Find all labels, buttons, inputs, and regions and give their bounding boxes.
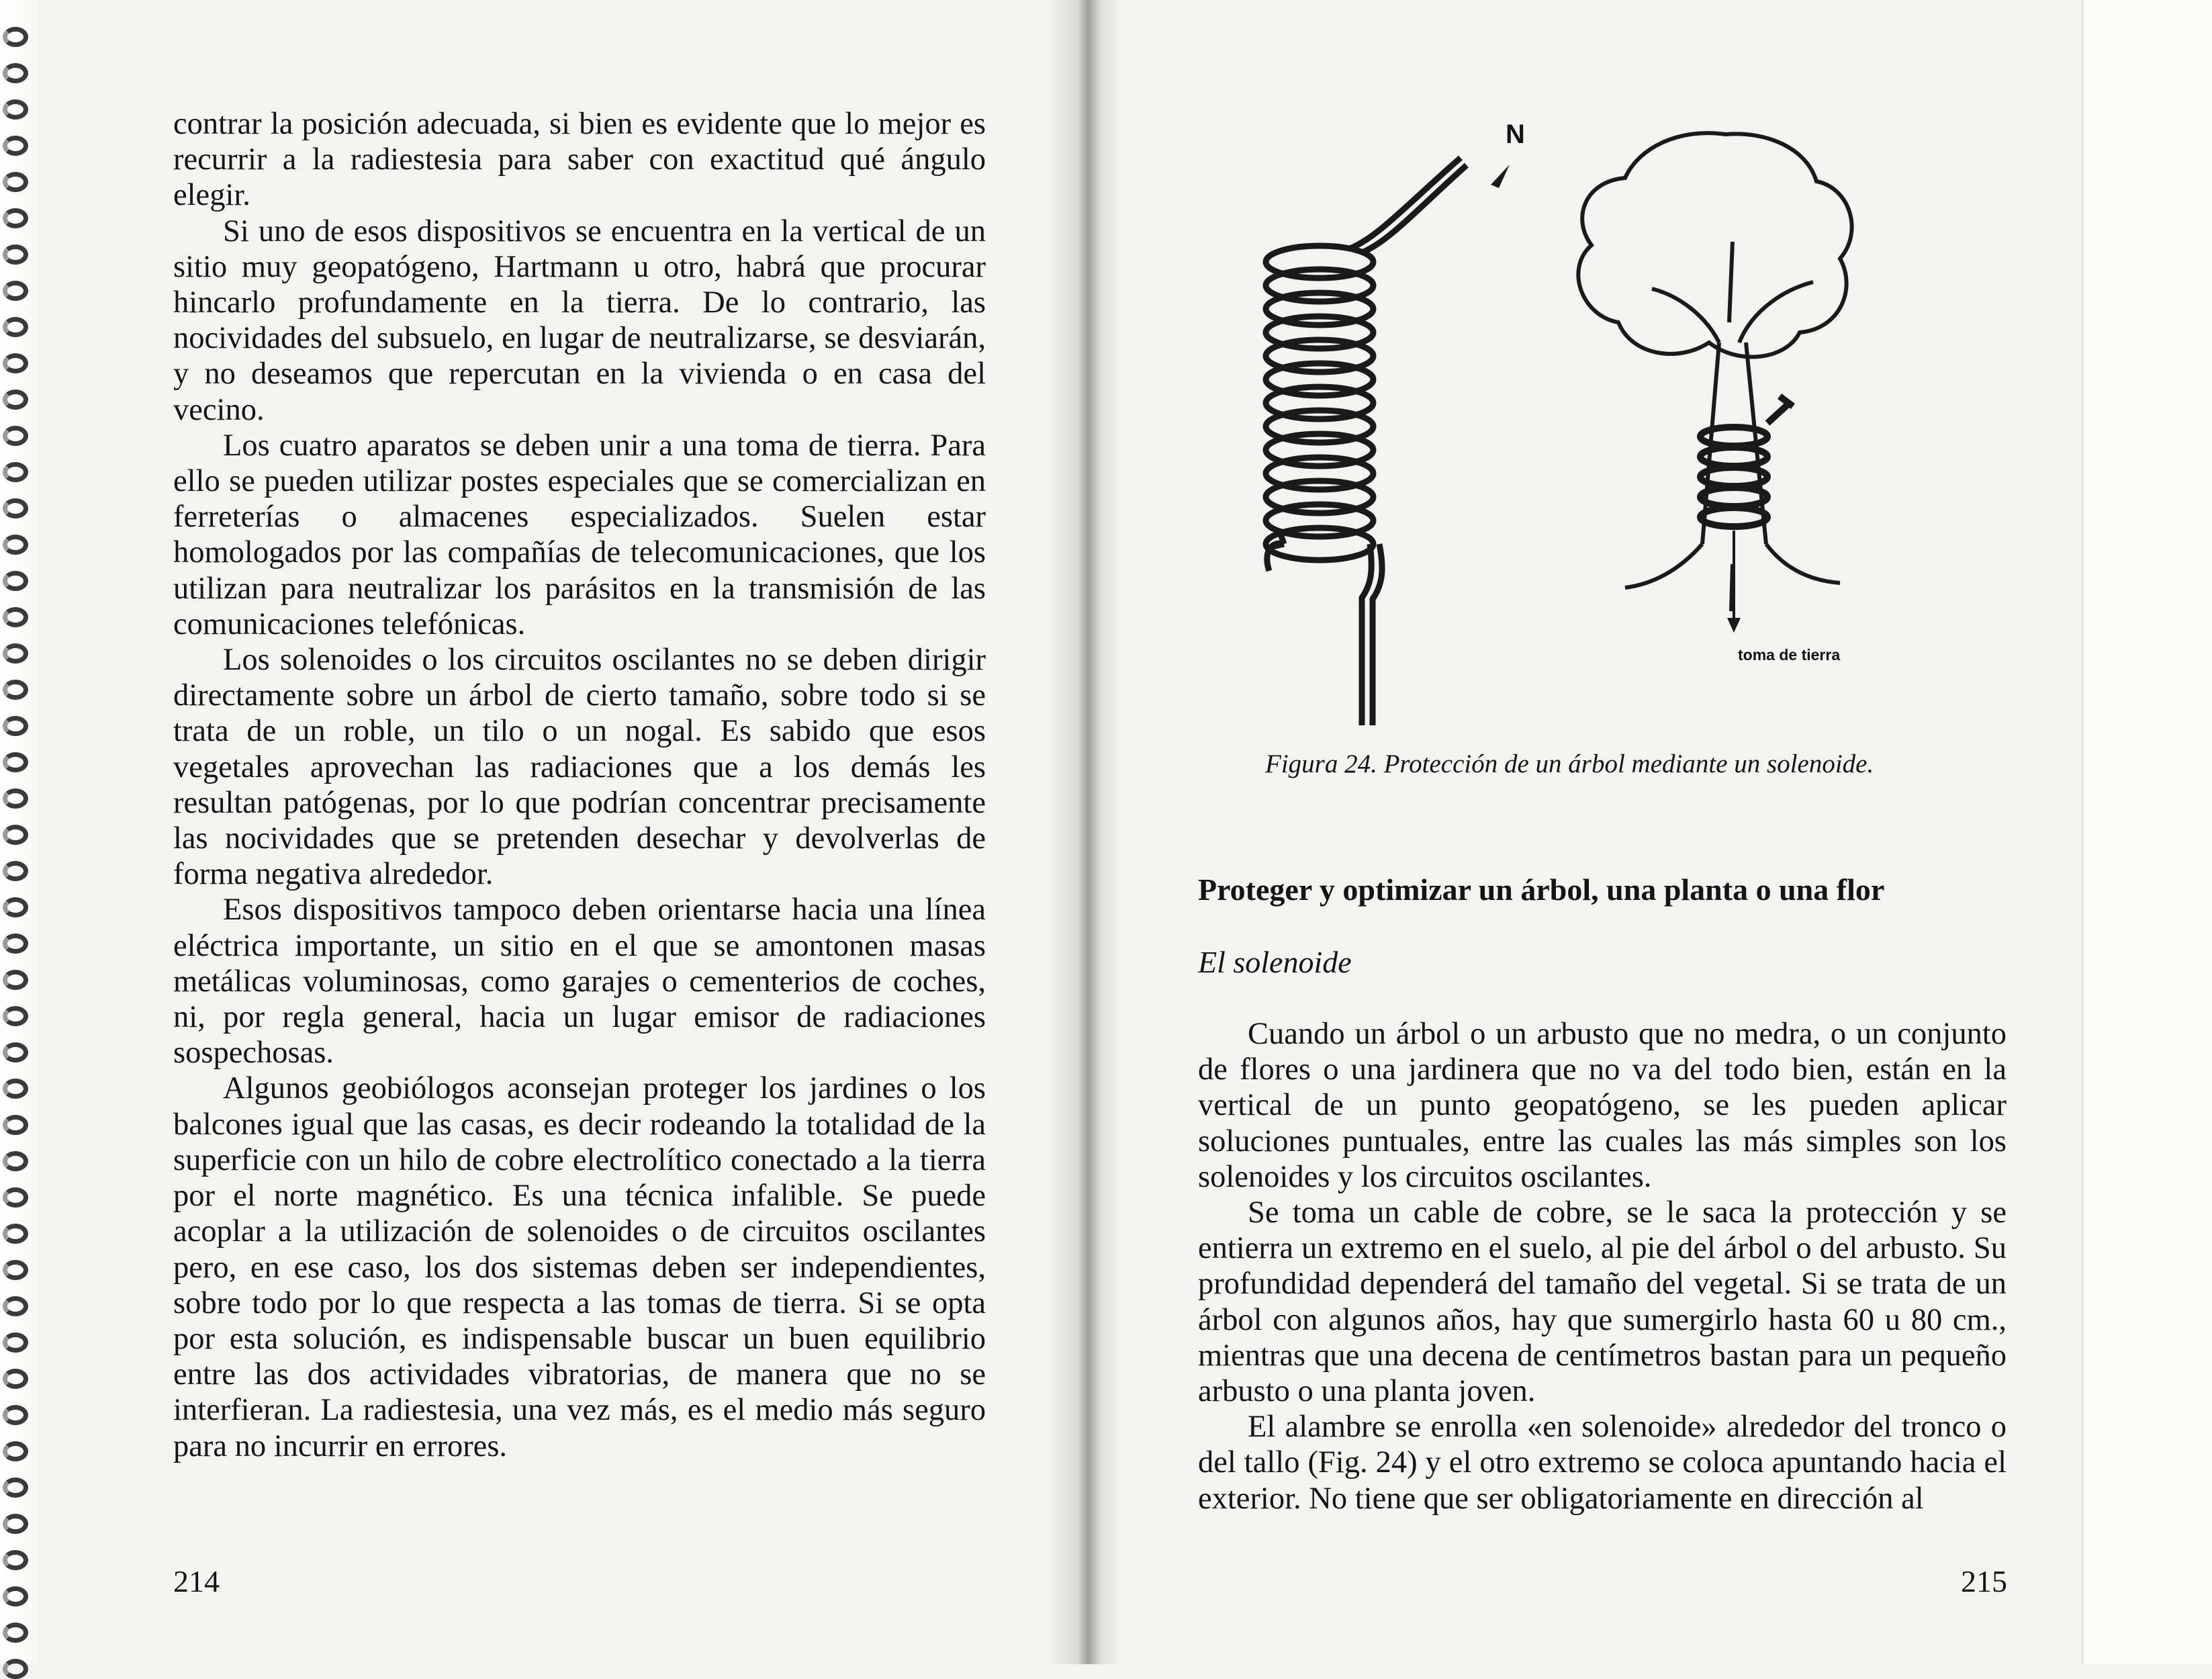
ground-arrow-icon [1727, 618, 1741, 633]
binding-ring [3, 244, 28, 265]
left-paragraph-1: contrar la posición adecuada, si bien es evidente que lo mejor es recurrir a la radiestesia para saber con exactitud qué ángulo elegir. [173, 107, 986, 213]
binding-ring [3, 1042, 28, 1062]
left-paragraph-6: Algunos geobiólogos aconsejan proteger los jardines o los balcones igual que las casas, es decir rodeando la totalidad de la superficie con un hilo de cobre electrolítico conectado a la tierra por el norte magnético. Es una técnica infalible. Se puede acoplar a la utilización de solenoides o de circuitos oscilantes pero, en ese caso, los dos sistemas deben ser independientes, sobre todo por lo que respecta a las tomas de tierra. Si se opta por esta solución, es indispensable buscar un buen equilibrio entre las dos actividades vibratorias, de manera que no se interfieran. La radiestesia, una vez más, es el medio más seguro para no incurrir en errores. [173, 1071, 986, 1463]
north-label: N [1506, 120, 1525, 149]
binding-ring [3, 172, 28, 192]
section-subheading: El solenoide [1198, 945, 1352, 979]
binding-ring [3, 208, 28, 228]
binding-ring [3, 788, 28, 809]
binding-ring [3, 825, 28, 845]
right-page-number: 215 [1961, 1564, 2007, 1598]
solenoid-tree-illustration [1209, 101, 2001, 739]
binding-ring [3, 1623, 28, 1643]
binding-ring [3, 535, 28, 555]
binding-ring [3, 1115, 28, 1135]
binding-ring [3, 1514, 28, 1534]
binding-ring [3, 1332, 28, 1353]
ground-label: toma de tierra [1738, 646, 1841, 664]
binding-ring [3, 716, 28, 736]
binding-ring [3, 897, 28, 917]
binding-ring [3, 1659, 28, 1679]
left-page-number: 214 [173, 1564, 220, 1598]
binding-ring [3, 643, 28, 664]
binding-ring [3, 1151, 28, 1171]
binding-ring [3, 136, 28, 156]
binding-ring [3, 1187, 28, 1208]
right-paragraph-1: Cuando un árbol o un arbusto que no medra, o un conjunto de flores o una jardinera que no va del todo bien, están en la vertical de un punto geopatógeno, se les pueden aplicar soluciones puntuales, entre las cuales las más simples son los solenoides y los circuitos oscilantes. [1198, 1017, 2007, 1194]
binding-ring [3, 390, 28, 410]
binding-ring [3, 1079, 28, 1099]
binding-ring [3, 680, 28, 700]
binding-ring [3, 1006, 28, 1026]
binding-ring [3, 353, 28, 373]
left-paragraph-2: Si uno de esos dispositivos se encuentra en la vertical de un sitio muy geopatógeno, Hartmann u otro, habrá que procurar hincarlo profundamente en la tierra. De lo contrario, las nocividades del subsuelo, en lugar de neutralizarse, se desviarán, y no deseamos que repercutan en la vivienda o en casa del vecino. [173, 214, 986, 427]
binding-ring [3, 1441, 28, 1461]
right-page-text [1198, 1016, 2007, 1516]
right-paragraph-3: El alambre se enrolla «en solenoide» alrededor del tronco o del tallo (Fig. 24) y el otro extremo se coloca apuntando hacia el exterior. No tiene que ser obligatoriamente en dirección al [1198, 1410, 2007, 1516]
left-paragraph-4: Los solenoides o los circuitos oscilantes no se deben dirigir directamente sobre un árbol de cierto tamaño, sobre todo si se trata de un roble, un tilo o un nogal. Es sabido que esos vegetales aprovechan las radiaciones que a los demás les resultan patógenas, por lo que podrían concentrar precisamente las nocividades que se pretenden desechar y devolverlas de forma negativa alrededor. [173, 643, 986, 892]
right-paragraph-2: Se toma un cable de cobre, se le saca la protección y se entierra un extremo en el suelo, al pie del árbol o del arbusto. Su profundidad dependerá del tamaño del vegetal. Si se trata de un árbol con algunos años, hay que sumergirlo hasta 60 u 80 cm., mientras que una decena de centímetros bastan para un pequeño arbusto o una planta joven. [1198, 1195, 2007, 1409]
binding-ring [3, 1405, 28, 1425]
binding-ring [3, 462, 28, 482]
binding-ring [3, 934, 28, 954]
binding-ring [3, 861, 28, 881]
binding-ring [3, 99, 28, 120]
binding-ring [3, 63, 28, 83]
binding-ring [3, 27, 28, 47]
binding-ring [3, 1586, 28, 1606]
book-gutter-shadow [1048, 0, 1121, 1664]
binding-ring [3, 970, 28, 990]
left-paragraph-5: Esos dispositivos tampoco deben orientarse hacia una línea eléctrica importante, un sitio en el que se amontonen masas metálicas voluminosas, como garajes o cementerios de coches, ni, por regla general, hacia un lugar emisor de radiaciones sospechosas. [173, 893, 986, 1071]
binding-ring [3, 1296, 28, 1316]
left-page-text [173, 106, 986, 1464]
binding-ring [3, 1369, 28, 1389]
right-page-margin [2082, 0, 2212, 1664]
binding-ring [3, 498, 28, 518]
binding-ring [3, 752, 28, 772]
binding-ring [3, 1224, 28, 1244]
binding-ring [3, 1550, 28, 1570]
section-heading: Proteger y optimizar un árbol, una planta o una flor [1198, 872, 1885, 907]
binding-ring [3, 426, 28, 446]
solenoid-coil-icon [1266, 158, 1467, 725]
compass-needle-icon [1491, 165, 1510, 188]
binding-ring [3, 607, 28, 627]
binding-ring [3, 281, 28, 301]
binding-ring [3, 1260, 28, 1280]
tree-icon [1578, 133, 1851, 611]
binding-ring [3, 1478, 28, 1498]
figure-caption: Figura 24. Protección de un árbol mediante un solenoide. [1265, 750, 1874, 778]
binding-ring [3, 317, 28, 337]
left-paragraph-3: Los cuatro aparatos se deben unir a una toma de tierra. Para ello se pueden utilizar postes especiales que se comercializan en ferreterías o almacenes especializados. Suelen estar homologados por las compañías de telecomunicaciones, que los utilizan para neutralizar los parásitos en la transmisión de las comunicaciones telefónicas. [173, 428, 986, 641]
binding-ring [3, 571, 28, 591]
